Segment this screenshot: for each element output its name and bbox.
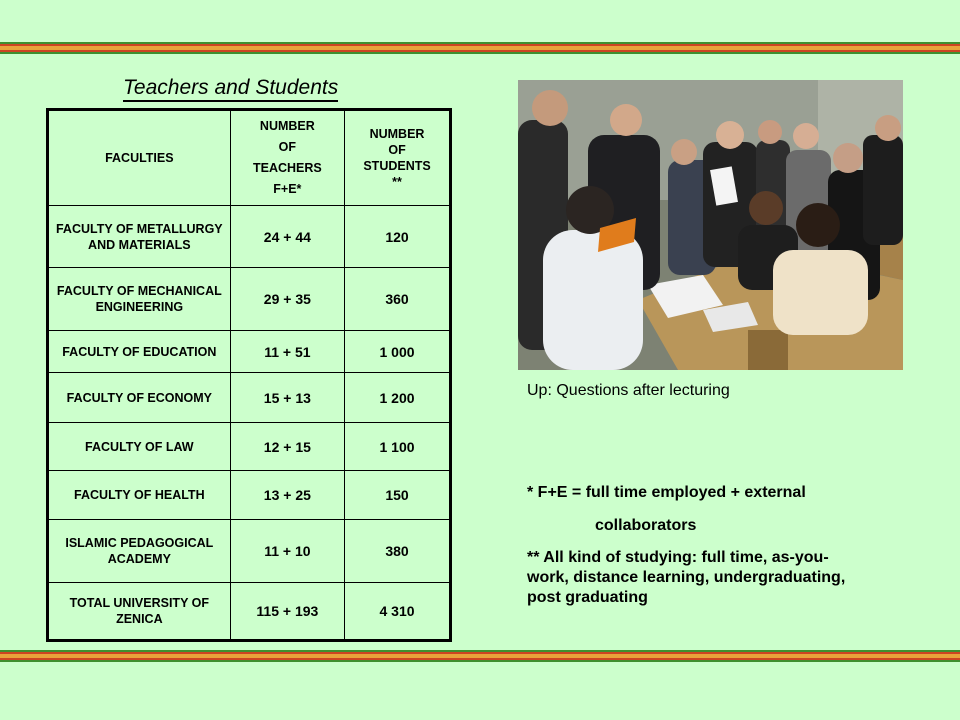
table-row (48, 583, 451, 641)
classroom-photo (518, 80, 903, 370)
footnote-fe-continuation: collaborators (595, 517, 697, 534)
footnote-studying: ** All kind of studying: full time, as-you-work, distance learning, undergraduating, post graduating (527, 549, 846, 606)
footnote-fe: * F+E = full time employed + external (527, 484, 806, 501)
header-faculties: FACULTIES (48, 110, 231, 206)
faculties-table (46, 108, 452, 642)
students-count: 120 (345, 206, 451, 268)
teachers-count: 29 + 35 (230, 268, 344, 331)
students-count: 380 (345, 520, 451, 583)
faculty-name: FACULTY OF EDUCATION (48, 331, 231, 373)
faculty-name: FACULTY OF MECHANICAL ENGINEERING (48, 268, 231, 331)
header-students-line: OF (388, 143, 406, 157)
teachers-count: 11 + 51 (230, 331, 344, 373)
faculty-name: TOTAL UNIVERSITY OF ZENICA (48, 583, 231, 641)
top-decorative-stripe (0, 42, 960, 56)
faculty-name: ISLAMIC PEDAGOGICAL ACADEMY (48, 520, 231, 583)
table-row (48, 373, 451, 423)
header-students (345, 110, 451, 206)
classroom-photo-illustration (518, 80, 903, 370)
students-count: 360 (345, 268, 451, 331)
header-students-line: STUDENTS (363, 159, 431, 173)
students-count: 1 200 (345, 373, 451, 423)
teachers-count: 24 + 44 (230, 206, 344, 268)
table-row (48, 471, 451, 520)
footnotes (527, 483, 857, 608)
faculty-name: FACULTY OF LAW (48, 423, 231, 471)
bottom-decorative-stripe (0, 650, 960, 664)
teachers-count: 12 + 15 (230, 423, 344, 471)
header-teachers-line: OF (278, 140, 297, 154)
header-students-line: ** (392, 175, 402, 189)
faculty-name: FACULTY OF HEALTH (48, 471, 231, 520)
table-row (48, 423, 451, 471)
table-row (48, 268, 451, 331)
faculty-name: FACULTY OF ECONOMY (48, 373, 231, 423)
table-row (48, 520, 451, 583)
header-teachers (230, 110, 344, 206)
teachers-count: 13 + 25 (230, 471, 344, 520)
teachers-count: 15 + 13 (230, 373, 344, 423)
header-students-line: NUMBER (369, 127, 425, 141)
faculty-name: FACULTY OF METALLURGY AND MATERIALS (48, 206, 231, 268)
slide-title: Teachers and Students (123, 76, 338, 102)
table-header-row (48, 110, 451, 206)
students-count: 4 310 (379, 603, 415, 619)
teachers-count: 115 + 193 (230, 583, 344, 641)
header-teachers-line: TEACHERS (252, 161, 322, 175)
students-count: 150 (345, 471, 451, 520)
header-teachers-line: F+E* (273, 182, 302, 196)
students-count: 1 100 (345, 423, 451, 471)
table-row (48, 206, 451, 268)
teachers-count: 11 + 10 (230, 520, 344, 583)
students-count: 1 000 (345, 331, 451, 373)
photo-caption: Up: Questions after lecturing (527, 382, 730, 399)
table-row (48, 331, 451, 373)
header-teachers-line: NUMBER (259, 119, 315, 133)
